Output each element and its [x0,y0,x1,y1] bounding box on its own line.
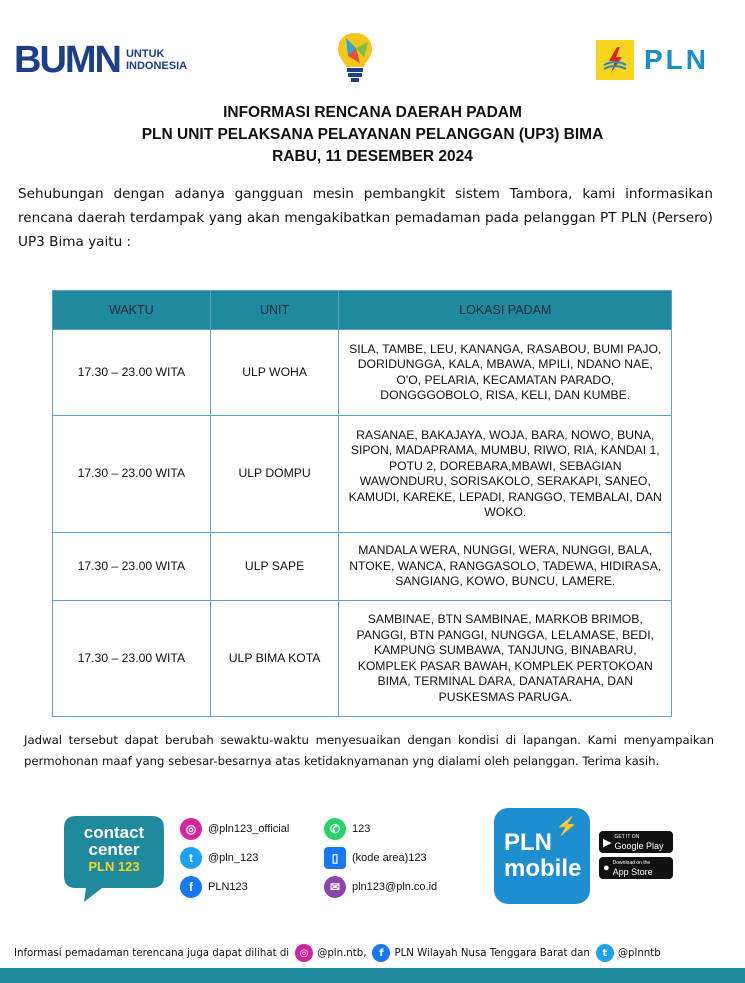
lightbulb-icon [334,30,376,84]
app-store-button[interactable] [599,857,673,879]
bumn-tagline-line1: UNTUK [125,48,165,60]
apple-icon: ● [603,862,610,874]
table-row [53,330,672,416]
facebook-icon: f [372,944,390,962]
cell-lokasi: SILA, TAMBE, LEU, KANANGA, RASABOU, BUMI PAJO, DORIDUNGGA, KALA, MBAWA, MPILI, NDANO NAE, O'O, PELARIA, KECAMATAN PARADO, DONGGGOBOLO, RISA, KELI, DAN KUMBE. [339,330,672,416]
bumn-tagline [126,48,187,72]
cell-waktu: 17.30 – 23.00 WITA [53,330,211,416]
footer-facebook[interactable]: PLN Wilayah Nusa Tenggara Barat dan [394,947,590,959]
whatsapp-number: 123 [352,823,371,835]
outage-schedule-table [52,290,672,717]
cell-lokasi: MANDALA WERA, NUNGGI, WERA, NUNGGI, BALA, NTOKE, WANCA, RANGGASOLO, TADEWA, HIDIRASA, SANGIANG, KOWO, BUNCU, LAMERE. [339,533,672,601]
footer-instagram[interactable]: @pln.ntb, [317,947,367,959]
contact-badge-line2: center [88,840,140,859]
whatsapp-icon: ✆ [324,818,346,840]
app-store-label: App Store [612,867,653,877]
title-line1: INFORMASI RENCANA DAERAH PADAM [223,104,522,121]
header-waktu: WAKTU [53,291,211,330]
mobile-line1: PLN [504,829,552,856]
contact-instagram[interactable] [180,818,289,840]
cell-waktu: 17.30 – 23.00 WITA [53,533,211,601]
bumn-wordmark: BUMN [14,39,120,81]
contact-center-badge [62,812,166,900]
table-header-row [53,291,672,330]
closing-paragraph: Jadwal tersebut dapat berubah sewaktu-waktu menyesuaikan dengan kondisi di lapangan. Kami menyampaikan permohonan maaf yang sebesar-besarnya atas ketidaknyamanan yng dialami oleh pelanggan. Terima kasih. [24,733,714,768]
title-date: RABU, 11 DESEMBER 2024 [272,148,473,165]
twitter-handle: @pln_123 [208,852,259,864]
footer-info [14,944,661,962]
facebook-handle: PLN123 [208,881,248,893]
lightning-icon: ⚡ [555,816,578,836]
header-unit: UNIT [210,291,339,330]
cell-lokasi: RASANAE, BAKAJAYA, WOJA, BARA, NOWO, BUNA, SIPON, MADAPRAMA, MUMBU, RIWO, RIA, KANDAI 1, POTU 2, DOREBARA,MBAWI, SEBAGIAN WAWONDURU, SORISAKOLO, SERAKAPI, SANEO, KAMUDI, KAREKE, LEPADI, RANGGO, TEMBALAI, DAN WOKO. [339,416,672,533]
cell-unit: ULP WOHA [210,330,339,416]
facebook-icon: f [180,876,202,898]
bumn-logo [14,38,204,82]
header-lokasi: LOKASI PADAM [339,291,672,330]
title-line2: PLN UNIT PELAKSANA PELAYANAN PELANGGAN (UP3) BIMA [141,126,604,143]
app-store-small: Download on the [612,860,651,866]
cell-unit: ULP DOMPU [210,416,339,533]
email-address: pln123@pln.co.id [352,881,438,893]
pln-lightning-icon [596,40,634,80]
contact-badge-line1: contact [83,823,145,842]
footer-bar [0,968,745,983]
twitter-icon: t [180,847,202,869]
twitter-icon: t [596,944,614,962]
instagram-handle: @pln123_official [208,823,290,835]
table-row [53,601,672,717]
cell-lokasi: SAMBINAE, BTN SAMBINAE, MARKOB BRIMOB, PANGGI, BTN PANGGI, NUNGGA, LELAMASE, BEDI, KAMPUNG SUMBAWA, TANJUNG, BINABARU, KOMPLEK PASAR BAWAH, KOMPLEK PERTOKOAN BIMA, TERMINAL DARA, DANATARAHA, DAN PUSKESMAS PARUGA. [339,601,672,717]
contact-facebook[interactable] [180,876,248,898]
google-play-small: GET IT ON [614,834,640,840]
google-play-button[interactable] [599,831,673,853]
phone-icon: ▯ [324,847,346,869]
contact-email[interactable] [324,876,437,898]
table-row [53,533,672,601]
contact-badge-line3: PLN 123 [88,859,140,874]
instagram-icon: ◎ [180,818,202,840]
cell-unit: ULP BIMA KOTA [210,601,339,717]
table-row [53,416,672,533]
pln-mobile-app-icon[interactable] [494,808,590,904]
cell-unit: ULP SAPE [210,533,339,601]
pln-logo [596,38,718,82]
footer-twitter[interactable]: @plnntb [617,947,661,959]
contact-whatsapp[interactable] [324,818,370,840]
pln-wordmark: PLN [644,44,709,75]
intro-paragraph: Sehubungan dengan adanya gangguan mesin pembangkit sistem Tambora, kami informasikan rencana daerah terdampak yang akan mengakibatkan pemadaman pada pelanggan PT PLN (Persero) UP3 Bima yaitu : [18,186,713,250]
mail-icon: ✉ [324,876,346,898]
play-icon: ▶ [603,836,612,849]
instagram-icon: ◎ [295,944,313,962]
cell-waktu: 17.30 – 23.00 WITA [53,416,211,533]
mobile-line2: mobile [504,855,582,882]
phone-number: (kode area)123 [352,852,427,864]
bumn-tagline-line2: INDONESIA [125,60,188,72]
cell-waktu: 17.30 – 23.00 WITA [53,601,211,717]
contact-phone[interactable] [324,847,427,869]
contact-twitter[interactable] [180,847,258,869]
google-play-label: Google Play [614,841,664,851]
footer-text: Informasi pemadaman terencana juga dapat dilihat di [14,947,290,959]
